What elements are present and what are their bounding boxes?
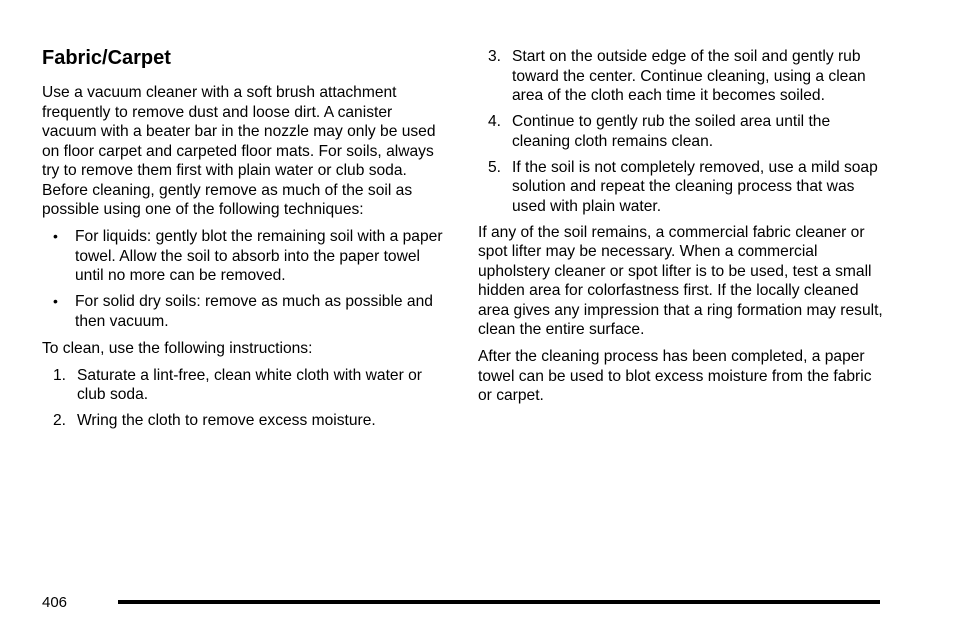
step-text: Continue to gently rub the soiled area until the cleaning cloth remains clean. [512,113,831,150]
page-number: 406 [42,594,68,611]
step-item [478,112,883,151]
step-number: 4. [488,113,502,130]
list-item-text: For liquids: gently blot the remaining soil with a paper towel. Allow the soil to absorb into the paper towel until no more can be removed. [75,228,443,284]
instruction-steps [42,366,447,431]
list-item [42,292,447,331]
blot-moisture-paragraph: After the cleaning process has been completed, a paper towel can be used to blot excess moisture from the fabric or carpet. [478,348,872,404]
step-item [42,411,447,431]
footer-rule [118,600,880,604]
step-text: If the soil is not completely removed, use a mild soap solution and repeat the cleaning process that was used with plain water. [512,158,878,215]
list-item-text: For solid dry soils: remove as much as possible and then vacuum. [75,293,433,330]
bullet-icon: • [53,293,58,309]
intro-paragraph: Use a vacuum cleaner with a soft brush attachment frequently to remove dust and loose dirt. A canister vacuum with a beater bar in the nozzle may only be used on floor carpet and carpeted floor mats. For soils, always try to remove them first with plain water or club soda. Before cleaning, gently remove as much of the soil as possible using one of the following techniques: [42,84,436,218]
instruction-steps-continued [478,47,883,216]
step-number: 3. [488,48,502,65]
step-number: 1. [53,366,67,384]
step-item [478,47,883,106]
step-item [478,158,883,217]
step-item [42,366,447,405]
section-heading: Fabric/Carpet [42,47,171,69]
technique-list [42,227,447,331]
bullet-icon: • [53,228,58,244]
commercial-cleaner-paragraph: If any of the soil remains, a commercial fabric cleaner or spot lifter may be necessary. When a commercial upholstery cleaner or spot lifter is to be used, test a small hidden area for colorfastness first. If the locally cleaned area gives any impression that a ring formation may result, clean the entire surface. [478,223,883,338]
step-text: Saturate a lint-free, clean white cloth with water or club soda. [77,366,422,403]
step-number: 5. [488,158,502,176]
step-text: Start on the outside edge of the soil and gently rub toward the center. Continue cleaning, using a clean area of the cloth each time it becomes soiled. [512,48,866,104]
right-column [478,47,883,413]
left-column [42,46,447,437]
list-item [42,227,447,286]
step-text: Wring the cloth to remove excess moisture. [77,412,376,429]
step-number: 2. [53,412,67,429]
instructions-lead: To clean, use the following instructions: [42,339,313,357]
